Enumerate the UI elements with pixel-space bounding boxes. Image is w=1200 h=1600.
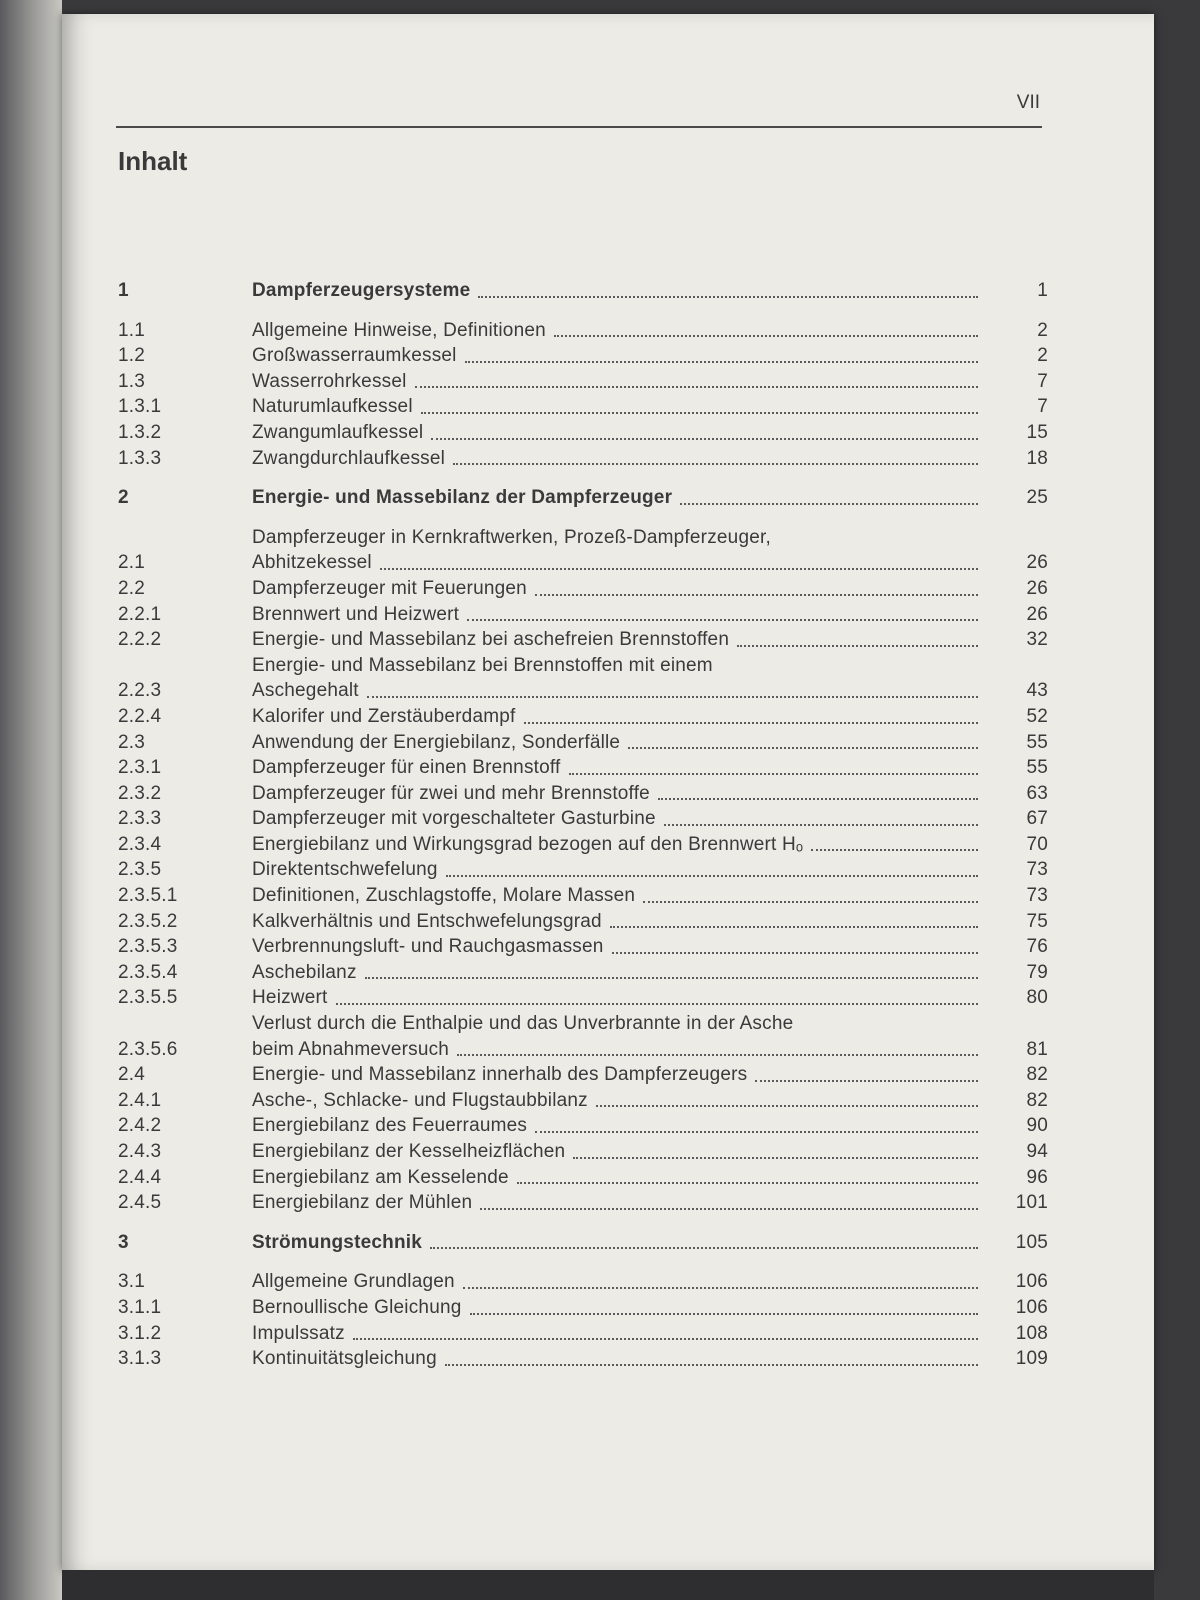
dot-leader xyxy=(467,617,978,621)
toc-chapter xyxy=(118,1230,1048,1256)
toc-page: 106 xyxy=(1015,1271,1048,1293)
toc-page: 26 xyxy=(1026,603,1048,625)
toc-page: 106 xyxy=(1015,1296,1048,1318)
toc-title: Allgemeine Hinweise, Definitionen xyxy=(252,319,546,341)
toc-page: 101 xyxy=(1015,1192,1048,1214)
toc-page: 81 xyxy=(1026,1038,1048,1060)
toc-title: Kontinuitätsgleichung xyxy=(252,1348,437,1370)
dot-leader xyxy=(431,436,978,440)
toc-number: 2.3.2 xyxy=(118,782,162,804)
toc-number: 3 xyxy=(118,1231,129,1253)
toc-title-line: Verlust durch die Enthalpie und das Unverbrannte in der Asche xyxy=(252,1013,794,1035)
toc-number: 2.4.1 xyxy=(118,1089,162,1111)
toc-page: 7 xyxy=(1037,396,1048,418)
dot-leader xyxy=(415,384,978,388)
toc-title: Dampferzeuger für zwei und mehr Brennstoffe xyxy=(252,782,650,804)
dot-leader xyxy=(480,1206,978,1210)
toc-page: 26 xyxy=(1026,552,1048,574)
dot-leader xyxy=(517,1180,978,1184)
toc-title: Energiebilanz am Kesselende xyxy=(252,1166,509,1188)
dot-leader xyxy=(470,1311,979,1315)
toc-title: Energiebilanz des Feuerraumes xyxy=(252,1115,528,1137)
toc-page: 26 xyxy=(1026,577,1048,599)
toc-number: 2.4 xyxy=(118,1064,146,1086)
toc-number: 2.2.2 xyxy=(118,629,162,651)
toc-number: 2.3.1 xyxy=(118,757,162,779)
toc-entry xyxy=(118,653,1048,704)
toc-entry xyxy=(118,806,1048,832)
toc-number: 2.4.2 xyxy=(118,1115,162,1137)
toc-title: Wasserrohrkessel xyxy=(252,370,407,392)
toc-number: 2.3 xyxy=(118,731,146,753)
toc-entry xyxy=(118,576,1048,602)
dot-leader xyxy=(463,1285,978,1289)
toc-entry xyxy=(118,602,1048,628)
toc-number: 2.1 xyxy=(118,552,146,574)
toc-title: Energie- und Massebilanz bei aschefreien Brennstoffen xyxy=(252,629,730,651)
toc-entry xyxy=(118,1113,1048,1139)
toc-number: 2.3.5.6 xyxy=(118,1038,178,1060)
toc-number: 1.3.2 xyxy=(118,421,162,443)
toc-number: 3.1 xyxy=(118,1271,146,1293)
toc-entry xyxy=(118,704,1048,730)
toc-number: 2.4.4 xyxy=(118,1166,162,1188)
toc-number: 3.1.2 xyxy=(118,1322,162,1344)
dot-leader xyxy=(430,1245,978,1249)
toc-number: 3.1.3 xyxy=(118,1348,162,1370)
toc-entry xyxy=(118,934,1048,960)
toc-page: 75 xyxy=(1026,910,1048,932)
dot-leader xyxy=(658,796,978,800)
toc-title: Definitionen, Zuschlagstoffe, Molare Massen xyxy=(252,885,636,907)
toc-page: 2 xyxy=(1037,319,1048,341)
toc-title: Energie- und Massebilanz innerhalb des Dampferzeugers xyxy=(252,1064,748,1086)
toc-page: 108 xyxy=(1015,1322,1048,1344)
toc-title: Abhitzekessel xyxy=(252,552,372,574)
toc-entry xyxy=(118,1011,1048,1062)
toc-title: Energie- und Massebilanz der Dampferzeuger xyxy=(252,487,673,509)
toc-entry xyxy=(118,1269,1048,1295)
toc-number: 1.1 xyxy=(118,319,146,341)
toc-entry xyxy=(118,1062,1048,1088)
dot-leader xyxy=(643,899,978,903)
dot-leader xyxy=(524,720,979,724)
page-number: VII xyxy=(1016,92,1040,113)
toc-entry xyxy=(118,1139,1048,1165)
toc-page: 94 xyxy=(1026,1141,1048,1162)
toc-page: 73 xyxy=(1026,885,1048,907)
toc-title: Direktentschwefelung xyxy=(252,859,438,881)
toc-title: Energiebilanz der Kesselheizflächen xyxy=(252,1141,566,1162)
dot-leader xyxy=(457,1052,978,1056)
dot-leader xyxy=(367,694,978,698)
toc-title: Bernoullische Gleichung xyxy=(252,1296,462,1318)
dot-leader xyxy=(610,924,978,928)
toc-entry xyxy=(118,883,1048,909)
desk-background xyxy=(62,1570,1154,1600)
toc-page: 52 xyxy=(1026,705,1048,727)
toc-entry xyxy=(118,1165,1048,1191)
toc-entry xyxy=(118,1295,1048,1321)
toc-page: 32 xyxy=(1026,629,1048,651)
toc-number: 1.3.1 xyxy=(118,396,162,418)
toc-page: 82 xyxy=(1026,1064,1048,1086)
toc-entry xyxy=(118,394,1048,420)
toc-chapter xyxy=(118,278,1048,304)
toc-entry xyxy=(118,832,1048,858)
dot-leader xyxy=(353,1336,978,1340)
dot-leader xyxy=(628,745,978,749)
header-rule xyxy=(116,126,1042,128)
toc-number: 2.3.5.3 xyxy=(118,936,178,958)
toc-entry xyxy=(118,755,1048,781)
toc-number: 2.3.5.5 xyxy=(118,987,178,1009)
toc-entry xyxy=(118,960,1048,986)
toc-title: Heizwert xyxy=(252,987,328,1009)
toc-title: Verbrennungsluft- und Rauchgasmassen xyxy=(252,936,604,958)
toc-number: 2.2 xyxy=(118,577,146,599)
dot-leader xyxy=(365,975,978,979)
toc-title: Anwendung der Energiebilanz, Sonderfälle xyxy=(252,731,621,753)
dot-leader xyxy=(737,643,978,647)
toc-title: Dampferzeuger mit vorgeschalteter Gasturbine xyxy=(252,808,656,830)
toc-page: 80 xyxy=(1026,987,1048,1009)
toc-entry xyxy=(118,909,1048,935)
toc-title: Großwasserraumkessel xyxy=(252,345,457,367)
toc-page: 18 xyxy=(1026,447,1048,469)
toc-title: Dampferzeuger mit Feuerungen xyxy=(252,577,527,599)
dot-leader xyxy=(596,1103,978,1107)
toc-number: 2.2.1 xyxy=(118,603,162,625)
dot-leader xyxy=(569,771,978,775)
toc-page: 70 xyxy=(1026,833,1048,855)
toc-number: 2 xyxy=(118,487,129,509)
dot-leader xyxy=(612,950,978,954)
dot-leader xyxy=(446,873,978,877)
toc-entry xyxy=(118,369,1048,395)
toc-entry xyxy=(118,730,1048,756)
toc-title: Allgemeine Grundlagen xyxy=(252,1271,455,1293)
dot-leader xyxy=(336,1001,978,1005)
dot-leader xyxy=(453,461,978,465)
toc-page: 105 xyxy=(1015,1231,1048,1253)
toc-page: 67 xyxy=(1026,808,1048,830)
toc-number: 1 xyxy=(118,280,129,301)
toc-number: 2.3.5.1 xyxy=(118,885,178,907)
toc-number: 1.2 xyxy=(118,345,146,367)
toc-page: 76 xyxy=(1026,936,1048,958)
dot-leader xyxy=(811,847,978,851)
toc-number: 2.3.3 xyxy=(118,808,162,830)
toc-page: 109 xyxy=(1015,1348,1048,1370)
toc-number: 2.3.5 xyxy=(118,859,162,881)
toc-entry xyxy=(118,985,1048,1011)
dot-leader xyxy=(445,1362,978,1366)
dot-leader xyxy=(421,410,978,414)
toc-number: 1.3.3 xyxy=(118,447,162,469)
dot-leader xyxy=(380,566,978,570)
toc-entry xyxy=(118,1346,1048,1372)
book-edge xyxy=(0,0,62,1600)
toc-page: 96 xyxy=(1026,1166,1048,1188)
toc-title-line: Dampferzeuger in Kernkraftwerken, Prozeß-Dampferzeuger, xyxy=(252,526,771,548)
toc-entry xyxy=(118,420,1048,446)
toc-entry xyxy=(118,1190,1048,1216)
toc-page: 90 xyxy=(1026,1115,1048,1137)
toc-page: 55 xyxy=(1026,731,1048,753)
toc-entry xyxy=(118,446,1048,472)
dot-leader xyxy=(680,501,978,505)
toc-title: Energiebilanz der Mühlen xyxy=(252,1192,473,1214)
toc-chapter xyxy=(118,485,1048,511)
toc-page: 7 xyxy=(1037,370,1048,392)
dot-leader xyxy=(755,1078,978,1082)
toc-title: Dampferzeugersysteme xyxy=(252,280,471,301)
dot-leader xyxy=(535,1129,978,1133)
toc-number: 3.1.1 xyxy=(118,1296,162,1318)
page-title: Inhalt xyxy=(118,146,188,176)
toc-entry xyxy=(118,343,1048,369)
toc-page: 15 xyxy=(1026,421,1048,443)
toc-page: 82 xyxy=(1026,1089,1048,1111)
toc-title: Kalorifer und Zerstäuberdampf xyxy=(252,705,516,727)
toc-title: Energiebilanz und Wirkungsgrad bezogen auf den Brennwert Hₒ xyxy=(252,833,804,855)
toc-title: Strömungstechnik xyxy=(252,1231,422,1253)
toc-number: 2.3.5.4 xyxy=(118,961,178,983)
toc-entry xyxy=(118,1088,1048,1114)
toc-title: Kalkverhältnis und Entschwefelungsgrad xyxy=(252,910,602,932)
dot-leader xyxy=(664,822,978,826)
toc-title: beim Abnahmeversuch xyxy=(252,1038,450,1060)
toc-title: Aschegehalt xyxy=(252,680,359,702)
table-of-contents xyxy=(118,278,1048,1372)
toc-number: 2.2.3 xyxy=(118,680,162,702)
toc-number: 2.4.5 xyxy=(118,1192,162,1214)
toc-title: Naturumlaufkessel xyxy=(252,396,413,418)
toc-number: 1.3 xyxy=(118,370,146,392)
toc-entry xyxy=(118,627,1048,653)
toc-title: Asche-, Schlacke- und Flugstaubbilanz xyxy=(252,1089,588,1111)
toc-page: 63 xyxy=(1026,782,1048,804)
toc-number: 2.3.4 xyxy=(118,833,162,855)
toc-title: Dampferzeuger für einen Brennstoff xyxy=(252,757,561,779)
dot-leader xyxy=(573,1155,978,1159)
toc-title: Brennwert und Heizwert xyxy=(252,603,460,625)
dot-leader xyxy=(465,359,978,363)
toc-page: 55 xyxy=(1026,757,1048,779)
toc-title: Impulssatz xyxy=(252,1322,345,1344)
toc-entry xyxy=(118,857,1048,883)
toc-number: 2.2.4 xyxy=(118,705,162,727)
dot-leader xyxy=(554,333,978,337)
toc-number: 2.3.5.2 xyxy=(118,910,178,932)
toc-page: 43 xyxy=(1026,680,1048,702)
toc-title-line: Energie- und Massebilanz bei Brennstoffen mit einem xyxy=(252,654,713,676)
toc-page: 79 xyxy=(1026,961,1048,983)
toc-number: 2.4.3 xyxy=(118,1141,162,1162)
toc-page: 1 xyxy=(1037,280,1048,301)
dot-leader xyxy=(535,592,978,596)
toc-entry xyxy=(118,318,1048,344)
toc-entry xyxy=(118,1321,1048,1347)
toc-page: 25 xyxy=(1026,487,1048,509)
toc-entry xyxy=(118,781,1048,807)
dot-leader xyxy=(478,294,978,298)
toc-title: Zwangdurchlaufkessel xyxy=(252,447,446,469)
toc-page: 73 xyxy=(1026,859,1048,881)
toc-title: Aschebilanz xyxy=(252,961,357,983)
toc-page: 2 xyxy=(1037,345,1048,367)
toc-title: Zwangumlaufkessel xyxy=(252,421,424,443)
toc-entry xyxy=(118,525,1048,576)
